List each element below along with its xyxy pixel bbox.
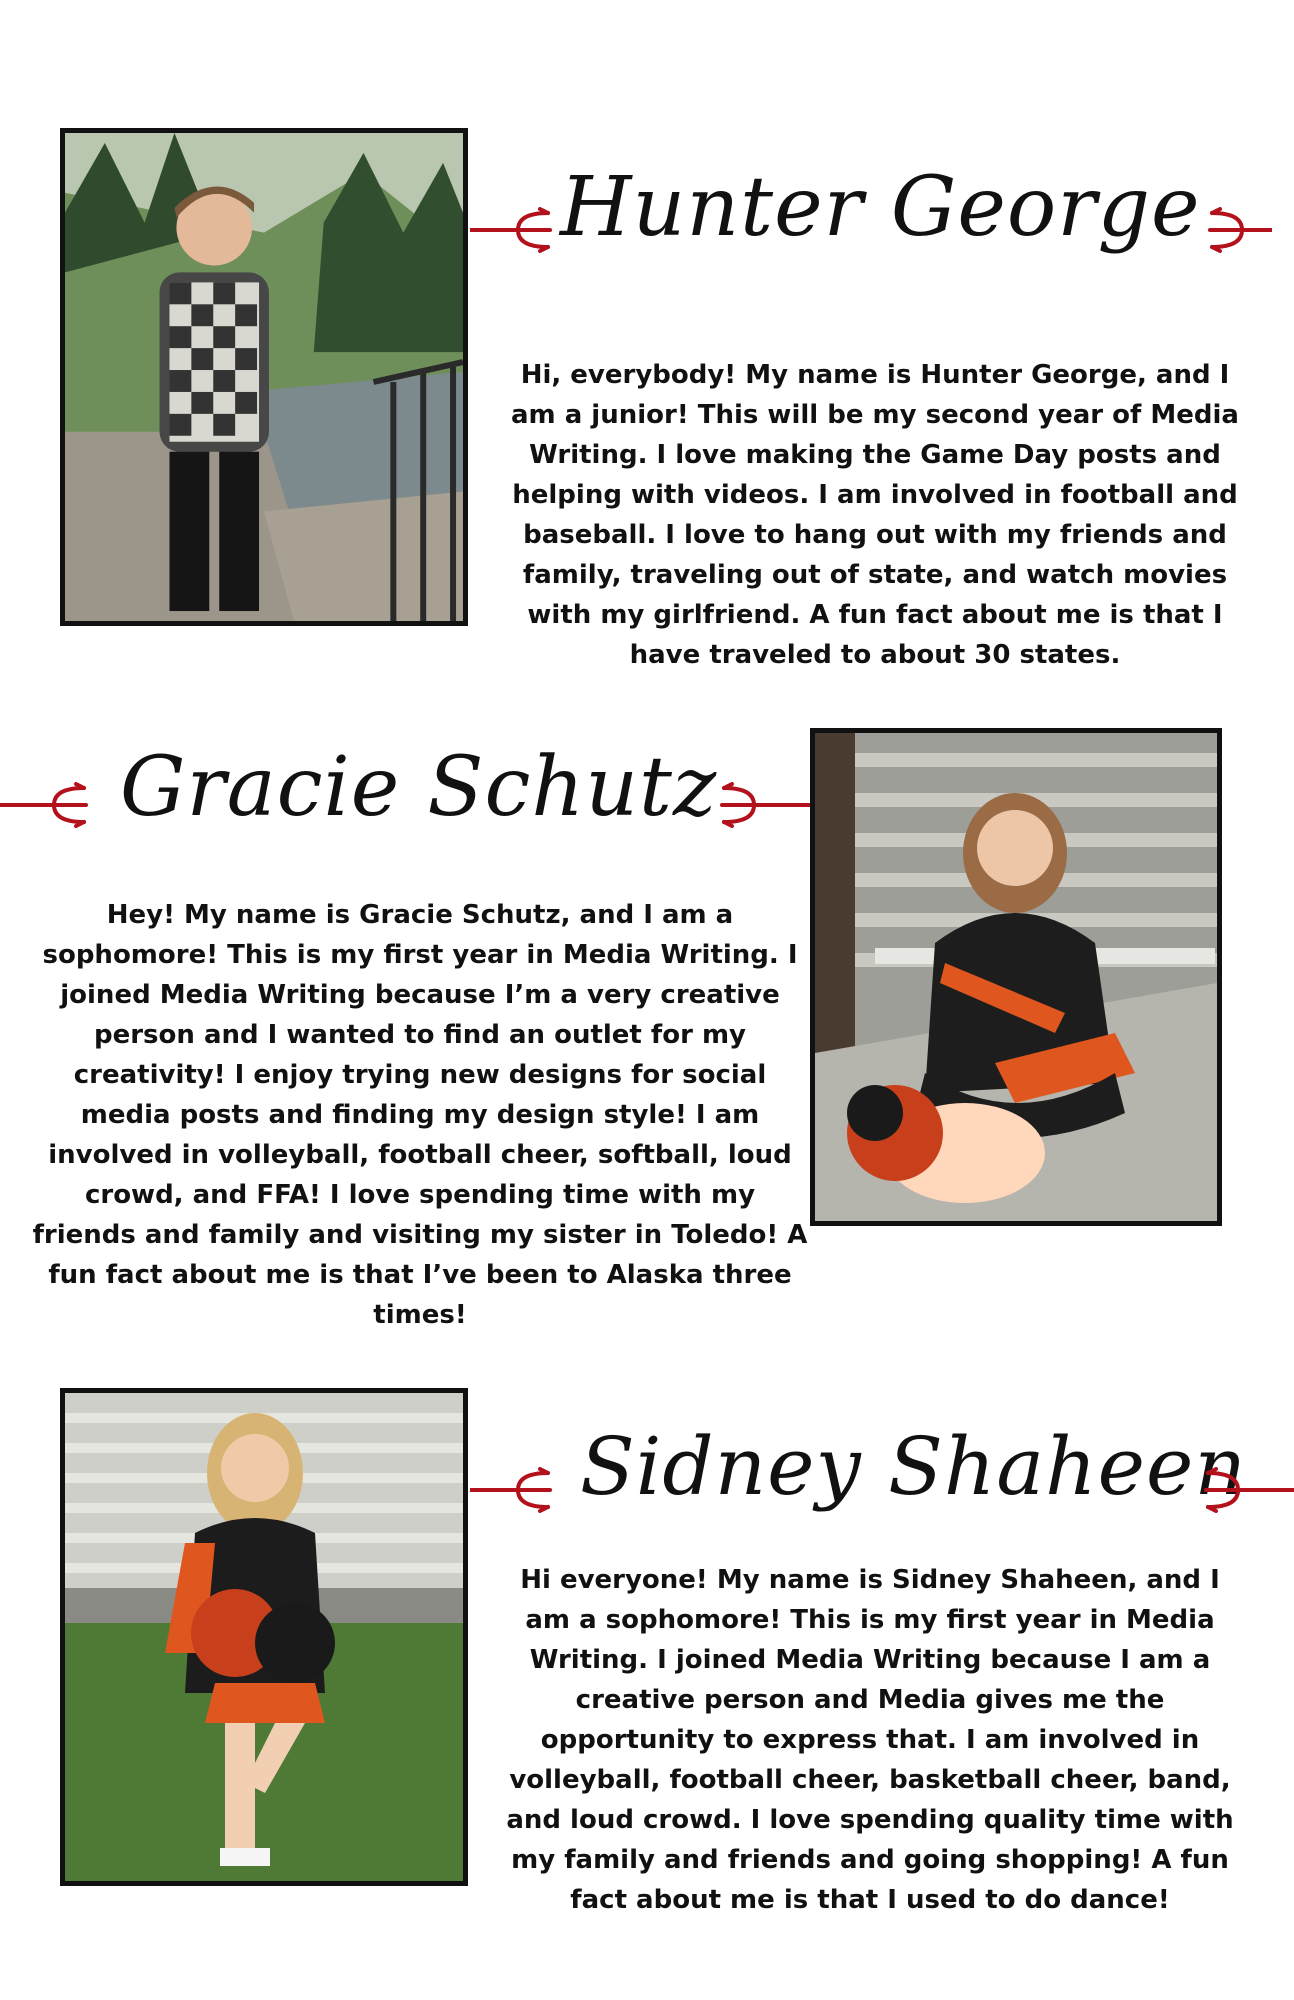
profile-name: Gracie Schutz [120, 740, 718, 835]
profile-bio: Hey! My name is Gracie Schutz, and I am a sophomore! This is my first year in Media Writing. I joined Media Writing because I’m a very creative person and I wanted to find an outlet for my creativity! I enjoy trying new designs for social media posts and finding my design style! I am involved in volleyball, football cheer, softball, loud crowd, and FFA! I love spending time with my friends and family and visiting my sister in Toledo! A fun fact about me is that I’ve been to Alaska three times! [32, 900, 808, 1330]
hunter-george-photo [60, 128, 468, 626]
profile-bio: Hi everyone! My name is Sidney Shaheen, and I am a sophomore! This is my first year in Media Writing. I joined Media Writing because I am a creative person and Media gives me the opportunity to express that. I am involved in volleyball, football cheer, basketball cheer, band, and loud crowd. I love spending quality time with my family and friends and going shopping! A fun fact about me is that I used to do dance! [506, 1565, 1234, 1915]
pitchfork-icon [712, 782, 784, 828]
divider-line [782, 803, 812, 807]
pitchfork-icon [1196, 1467, 1268, 1513]
pitchfork-icon [488, 207, 560, 253]
pitchfork-icon [1200, 207, 1272, 253]
pitchfork-icon [24, 782, 96, 828]
profile-bio: Hi, everybody! My name is Hunter George, and I am a junior! This will be my second year of Media Writing. I love making the Game Day posts and helping with videos. I am involved in football and baseball. I love to hang out with my friends and family, traveling out of state, and watch movies with my girlfriend. A fun fact about me is that I have traveled to about 30 states. [511, 360, 1239, 670]
gracie-schutz-photo [810, 728, 1222, 1226]
sidney-shaheen-photo [60, 1388, 468, 1886]
pitchfork-icon [488, 1467, 560, 1513]
profile-name: Hunter George [560, 160, 1201, 255]
profile-name: Sidney Shaheen [580, 1420, 1247, 1513]
divider-line [1266, 1488, 1294, 1492]
